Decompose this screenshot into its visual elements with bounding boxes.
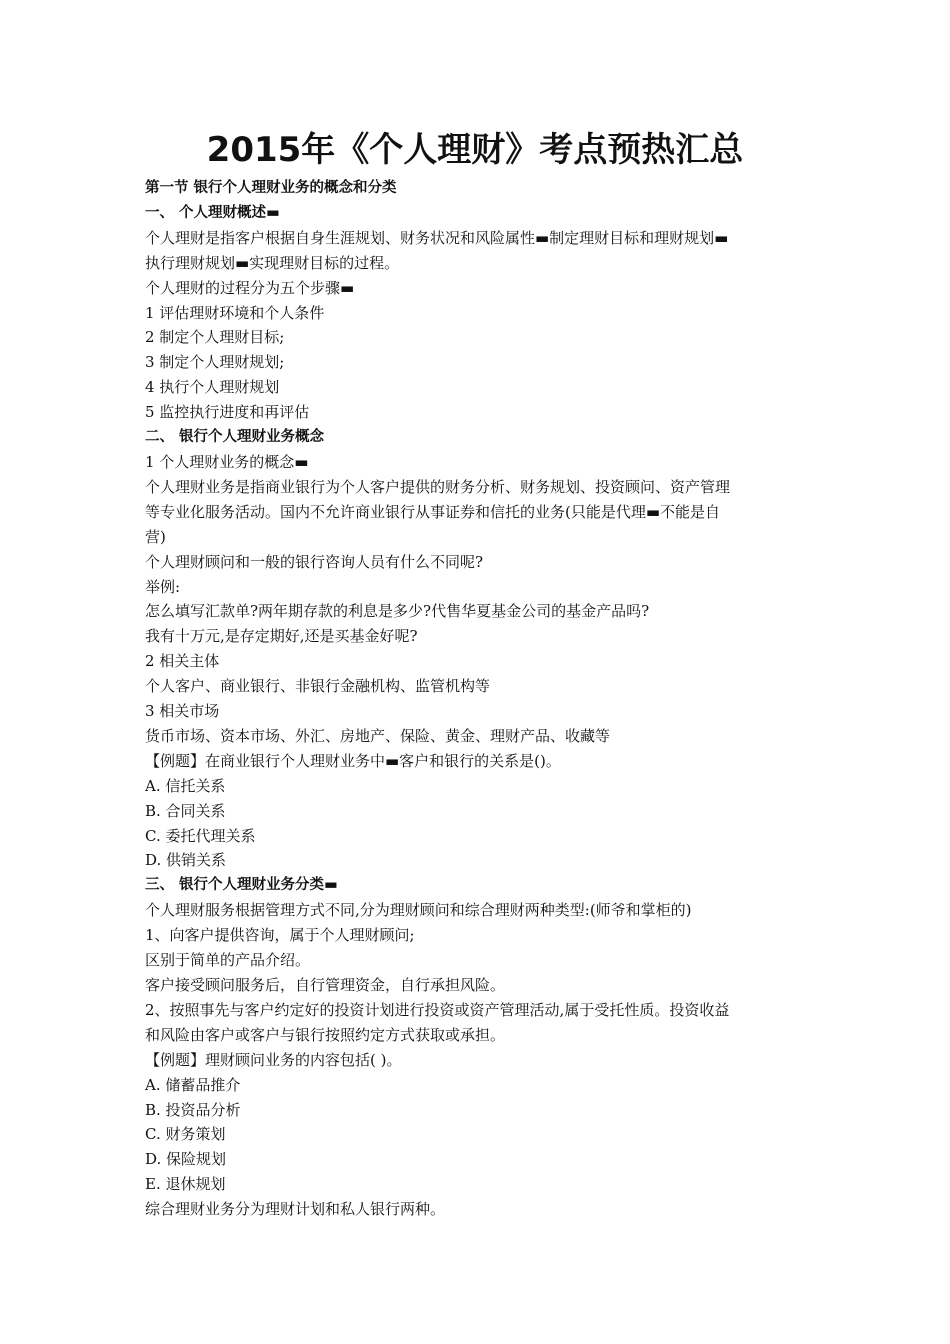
text-line: 3 制定个人理财规划; [145, 353, 285, 372]
text-line: 个人理财服务根据管理方式不同,分为理财顾问和综合理财两种类型:(师爷和掌柜的) [145, 901, 692, 920]
text-line: 执行理财规划▬实现理财目标的过程。 [145, 253, 400, 272]
document-title: 2015年《个人理财》考点预热汇总 [206, 130, 744, 170]
text-line: 和风险由客户或客户与银行按照约定方式获取或承担。 [145, 1025, 506, 1044]
text-line: 5 监控执行进度和再评估 [145, 403, 310, 422]
text-line: 个人理财的过程分为五个步骤▬ [145, 278, 355, 297]
text-line: D. 供销关系 [145, 851, 227, 870]
text-line: 等专业化服务活动。国内不允许商业银行从事证券和信托的业务(只能是代理▬不能是自 [145, 502, 721, 521]
text-line: 举例: [145, 577, 181, 596]
section-heading: 第一节 银行个人理财业务的概念和分类 [145, 180, 397, 196]
section-heading: 三、 银行个人理财业务分类▬ [145, 877, 338, 894]
text-line: 货币市场、资本市场、外汇、房地产、保险、黄金、理财产品、收藏等 [145, 726, 611, 745]
section-heading: 二、 银行个人理财业务概念 [145, 429, 325, 446]
text-line: 综合理财业务分为理财计划和私人银行两种。 [145, 1200, 446, 1219]
text-line: C. 委托代理关系 [145, 826, 256, 845]
text-line: 个人理财顾问和一般的银行咨询人员有什么不同呢? [145, 552, 484, 571]
text-line: 2 制定个人理财目标; [145, 328, 285, 347]
text-line: 我有十万元,是存定期好,还是买基金好呢? [145, 627, 418, 646]
text-line: 3 相关市场 [145, 702, 220, 721]
text-line: 区别于简单的产品介绍。 [145, 951, 311, 970]
text-line: 1、向客户提供咨询，属于个人理财顾问; [145, 926, 415, 945]
text-line: 1 评估理财环境和个人条件 [145, 303, 325, 322]
text-line: B. 投资品分析 [145, 1100, 241, 1119]
text-line: 个人理财业务是指商业银行为个人客户提供的财务分析、财务规划、投资顾问、资产管理 [145, 477, 731, 496]
text-line: 【例题】理财顾问业务的内容包括( )。 [145, 1050, 402, 1069]
text-line: 营) [145, 527, 166, 546]
text-line: 1 个人理财业务的概念▬ [145, 452, 309, 471]
document-body [145, 176, 805, 1222]
text-line: 个人理财是指客户根据自身生涯规划、财务状况和风险属性▬制定理财目标和理财规划▬ [145, 228, 729, 247]
text-line: 怎么填写汇款单?两年期存款的利息是多少?代售华夏基金公司的基金产品吗? [145, 602, 650, 621]
text-line: 2、按照事先与客户约定好的投资计划进行投资或资产管理活动,属于受托性质。投资收益 [145, 1000, 730, 1019]
text-line: C. 财务策划 [145, 1125, 226, 1144]
text-line: E. 退休规划 [145, 1175, 226, 1194]
section-heading: 一、 个人理财概述▬ [145, 204, 280, 221]
text-line: B. 合同关系 [145, 801, 226, 820]
text-line: 个人客户、商业银行、非银行金融机构、监管机构等 [145, 677, 491, 696]
text-line: 【例题】在商业银行个人理财业务中▬客户和银行的关系是()。 [145, 751, 561, 770]
text-line: 客户接受顾问服务后，自行管理资金，自行承担风险。 [145, 976, 506, 994]
text-line: A. 储蓄品推介 [145, 1075, 241, 1094]
text-line: 2 相关主体 [145, 652, 220, 671]
text-line: 4 执行个人理财规划 [145, 378, 280, 397]
text-line: A. 信托关系 [145, 776, 226, 795]
text-line: D. 保险规划 [145, 1150, 227, 1169]
